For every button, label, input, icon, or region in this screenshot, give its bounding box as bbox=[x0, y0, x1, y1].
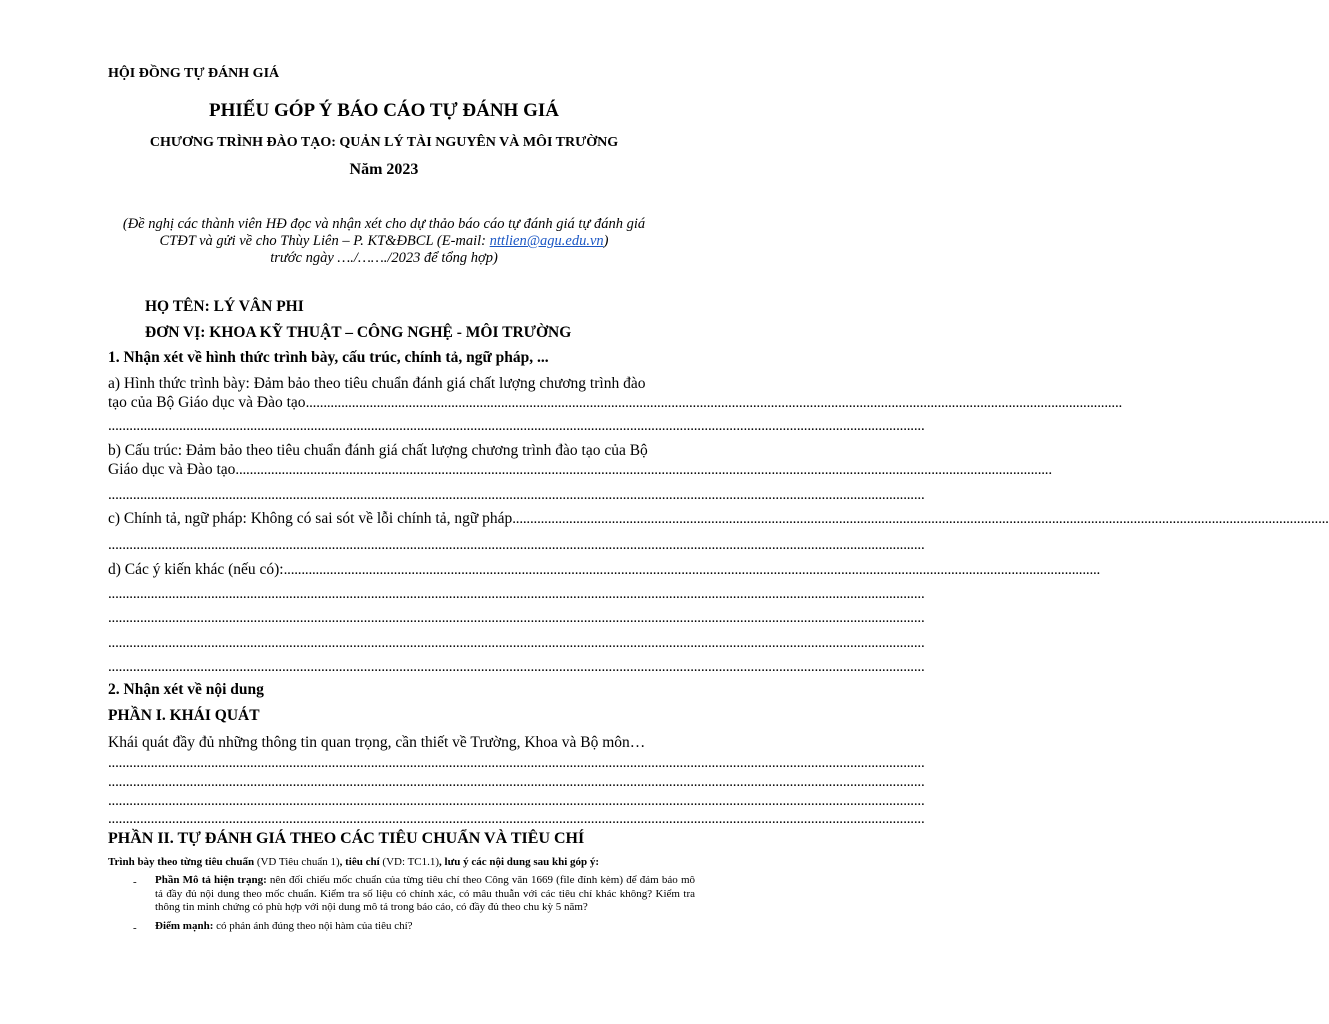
dotted-answer-line: ...................................................................................................................................................................................................................................... bbox=[108, 793, 925, 809]
bullet-body: nên đối chiếu mốc chuẩn của từng tiêu chí theo Công văn 1669 (file đính kèm) để đảm bảo mô tả đầy đủ nội dung theo mốc chuẩn. Kiểm tra số liệu có chính xác, có mâu thuẫn với các tiêu chí khác không? Kiểm tra thông tin minh chứng có phù hợp với nội dung mô tả trong báo cáo, có đầy đủ theo chu kỳ 5 năm? bbox=[155, 874, 696, 913]
reviewer-unit: ĐƠN VỊ: KHOA KỸ THUẬT – CÔNG NGHỆ - MÔI TRƯỜNG bbox=[145, 324, 572, 341]
form-title: PHIẾU GÓP Ý BÁO CÁO TỰ ĐÁNH GIÁ bbox=[209, 100, 559, 121]
bullet-title: Phần Mô tả hiện trạng: bbox=[155, 874, 267, 886]
part-2-instruction bbox=[108, 856, 599, 868]
instruction-part-1: Trình bày theo từng tiêu chuẩn bbox=[108, 856, 255, 868]
instruction-part-5: , lưu ý các nội dung sau khi góp ý: bbox=[439, 856, 600, 868]
instruction-part-2: (VD Tiêu chuẩn 1) bbox=[254, 856, 340, 868]
item-d-line-1 bbox=[108, 561, 1101, 579]
dot-leader: ...................................................................................................................................................................................................................................... bbox=[283, 562, 1101, 578]
bullet-dash: - bbox=[133, 876, 137, 888]
form-year: Năm 2023 bbox=[349, 161, 419, 178]
email-link[interactable]: nttlien@agu.edu.vn bbox=[489, 233, 604, 249]
item-a-line-1: a) Hình thức trình bày: Đảm bảo theo tiêu chuẩn đánh giá chất lượng chương trình đào bbox=[108, 375, 646, 392]
dotted-answer-line: ...................................................................................................................................................................................................................................... bbox=[108, 487, 925, 503]
dotted-answer-line: ...................................................................................................................................................................................................................................... bbox=[108, 635, 925, 651]
dotted-answer-line: ...................................................................................................................................................................................................................................... bbox=[108, 774, 925, 790]
part-2-heading: PHẦN II. TỰ ĐÁNH GIÁ THEO CÁC TIÊU CHUẨN VÀ TIÊU CHÍ bbox=[108, 830, 585, 847]
item-b-label: Giáo dục và Đào tạo bbox=[108, 461, 236, 478]
section-1-heading: 1. Nhận xét về hình thức trình bày, cấu trúc, chính tả, ngữ pháp, ... bbox=[108, 349, 549, 366]
instruction-part-3: , tiêu chí bbox=[339, 856, 380, 868]
bullet-current-status bbox=[155, 874, 695, 915]
note-line-3: trước ngày …./……./2023 để tổng hợp) bbox=[270, 250, 498, 266]
item-a-line-2 bbox=[108, 394, 1123, 412]
council-name: HỘI ĐỒNG TỰ ĐÁNH GIÁ bbox=[108, 66, 280, 81]
dot-leader: ...................................................................................................................................................................................................................................... bbox=[235, 462, 1052, 478]
dot-leader: ...................................................................................................................................................................................................................................... bbox=[305, 395, 1123, 411]
dotted-answer-line: ...................................................................................................................................................................................................................................... bbox=[108, 418, 925, 434]
section-2-heading: 2. Nhận xét về nội dung bbox=[108, 681, 264, 698]
note-line-2-prefix: CTĐT và gửi về cho Thùy Liên – P. KT&ĐBCL (E-mail: bbox=[159, 233, 490, 249]
item-b-line-2 bbox=[108, 461, 1052, 479]
dotted-answer-line: ...................................................................................................................................................................................................................................... bbox=[108, 586, 925, 602]
dotted-answer-line: ...................................................................................................................................................................................................................................... bbox=[108, 610, 925, 626]
item-c-line-1 bbox=[108, 510, 1329, 528]
dotted-answer-line: ...................................................................................................................................................................................................................................... bbox=[108, 537, 925, 553]
item-b-line-1: b) Cấu trúc: Đảm bảo theo tiêu chuẩn đánh giá chất lượng chương trình đào tạo của Bộ bbox=[108, 442, 648, 459]
dot-leader: ...................................................................................................................................................................................................................................... bbox=[512, 511, 1329, 527]
note-line-2-suffix: ) bbox=[603, 233, 609, 249]
bullet-strengths bbox=[155, 920, 695, 934]
reviewer-name: HỌ TÊN: LÝ VÂN PHI bbox=[145, 298, 304, 315]
item-c-label: c) Chính tả, ngữ pháp: Không có sai sót về lỗi chính tả, ngữ pháp bbox=[108, 510, 513, 527]
dotted-answer-line: ...................................................................................................................................................................................................................................... bbox=[108, 755, 925, 771]
dotted-answer-line: ...................................................................................................................................................................................................................................... bbox=[108, 811, 925, 827]
part-1-text: Khái quát đầy đủ những thông tin quan trọng, cần thiết về Trường, Khoa và Bộ môn… bbox=[108, 734, 646, 751]
note-line-1: (Đề nghị các thành viên HĐ đọc và nhận xét cho dự thảo báo cáo tự đánh giá tự đánh giá bbox=[122, 216, 646, 232]
program-name: CHƯƠNG TRÌNH ĐÀO TẠO: QUẢN LÝ TÀI NGUYÊN VÀ MÔI TRƯỜNG bbox=[149, 135, 619, 150]
item-a-label: tạo của Bộ Giáo dục và Đào tạo bbox=[108, 394, 306, 411]
instruction-part-4: (VD: TC1.1) bbox=[379, 856, 440, 868]
note-line-2 bbox=[0, 233, 768, 250]
dotted-answer-line: ...................................................................................................................................................................................................................................... bbox=[108, 659, 925, 675]
bullet-title: Điểm mạnh: bbox=[155, 920, 214, 932]
bullet-dash: - bbox=[133, 922, 137, 934]
part-1-heading: PHẦN I. KHÁI QUÁT bbox=[108, 707, 260, 724]
item-d-label: d) Các ý kiến khác (nếu có): bbox=[108, 561, 284, 578]
bullet-body: có phản ánh đúng theo nội hàm của tiêu chí? bbox=[213, 920, 413, 932]
